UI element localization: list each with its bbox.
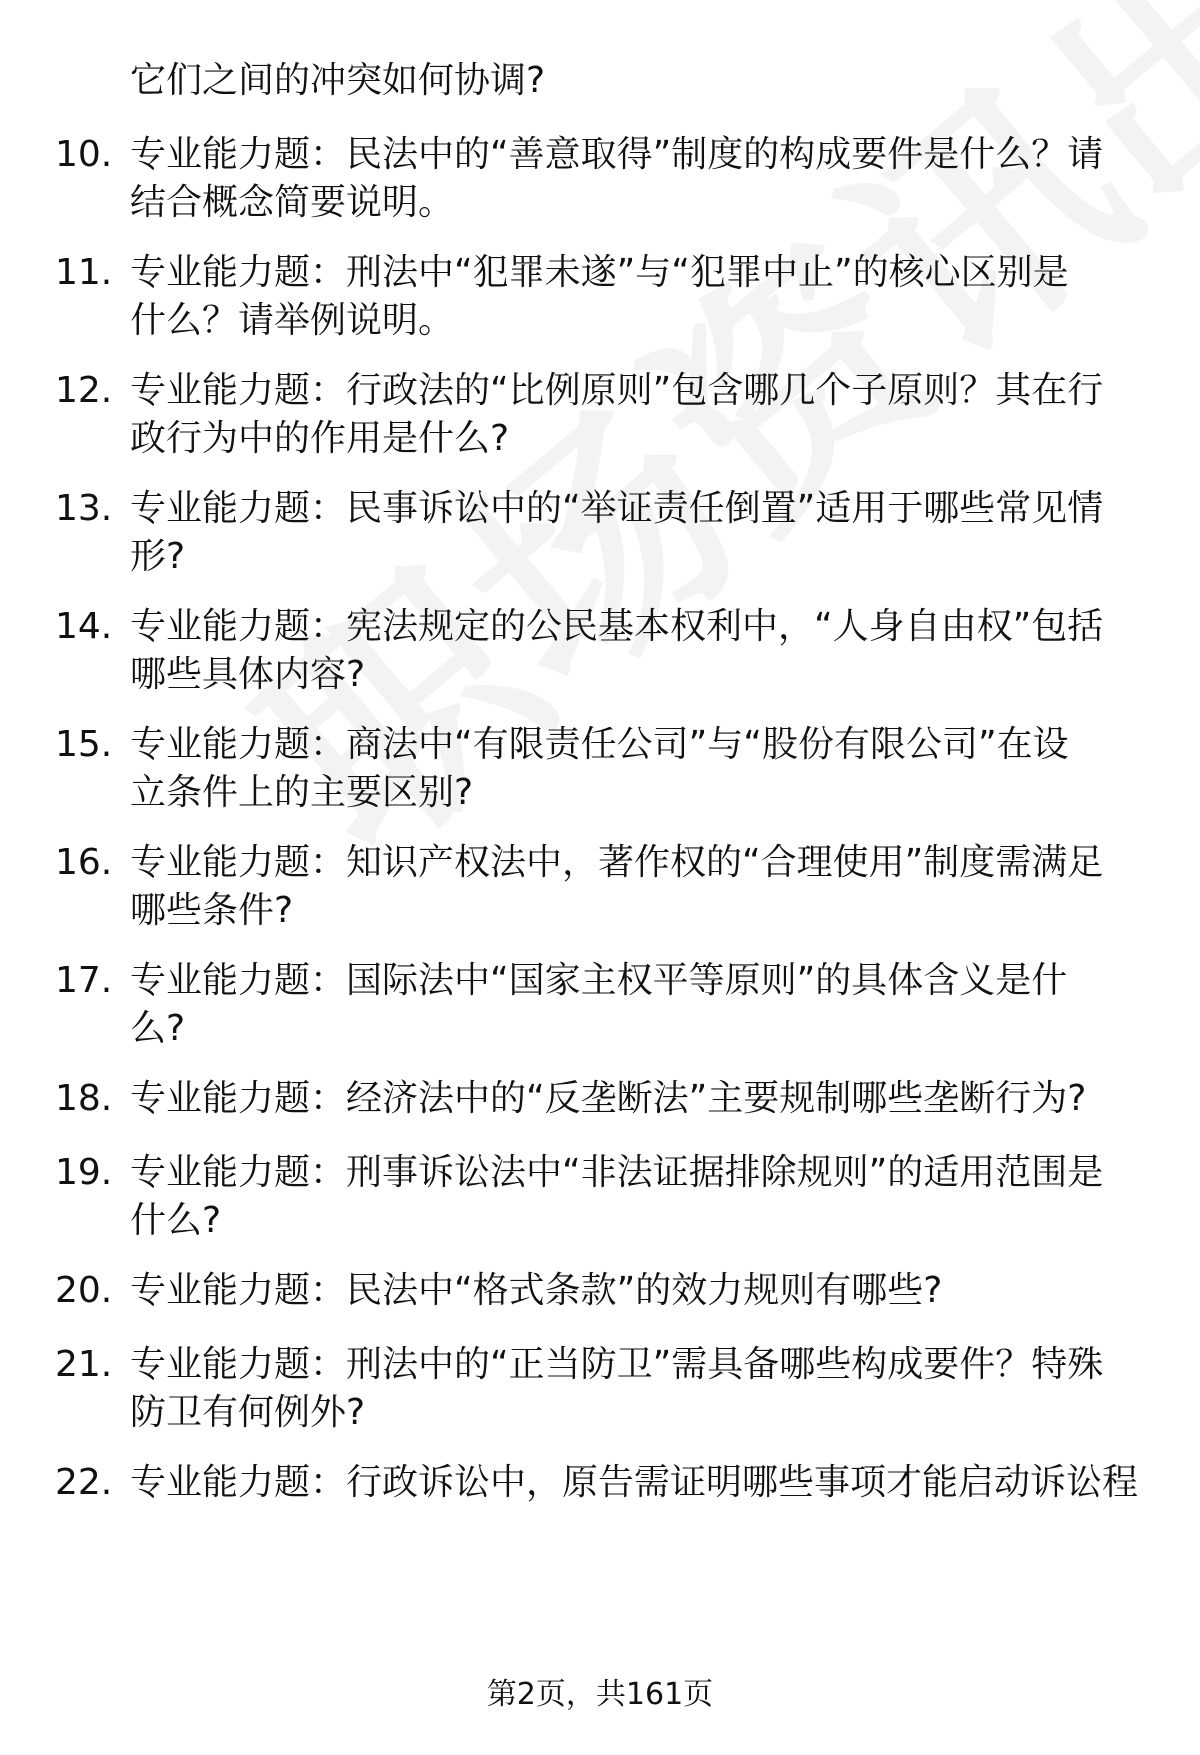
item-number: 16. — [55, 842, 113, 883]
page-footer: 第2页，共161页 — [486, 1677, 714, 1712]
item-text-line-1: 专业能力题：刑法中“犯罪未遂”与“犯罪中止”的核心区别是 — [130, 252, 1069, 293]
item-text-line-2: 哪些具体内容? — [130, 654, 366, 695]
item-text-line-2: 什么？请举例说明。 — [130, 300, 455, 341]
item-number: 10. — [55, 134, 113, 175]
item-number: 13. — [55, 488, 113, 529]
item-text-line-2: 防卫有何例外? — [130, 1392, 366, 1433]
item-number: 18. — [55, 1078, 113, 1119]
item-text-line-2: 么? — [130, 1008, 186, 1049]
item-text-line-1: 专业能力题：知识产权法中，著作权的“合理使用”制度需满足 — [130, 842, 1104, 883]
item-text-line-1: 专业能力题：行政诉讼中，原告需证明哪些事项才能启动诉讼程 — [130, 1462, 1139, 1503]
item-text-line-2: 结合概念简要说明。 — [130, 182, 455, 223]
item-number: 22. — [55, 1462, 113, 1503]
item-text-line-2: 什么? — [130, 1200, 222, 1241]
item-text-line-2: 政行为中的作用是什么? — [130, 418, 510, 459]
item-text-line-2: 哪些条件? — [130, 890, 294, 931]
item-number: 14. — [55, 606, 113, 647]
item-text-line-1: 专业能力题：国际法中“国家主权平等原则”的具体含义是什 — [130, 960, 1068, 1001]
item-number: 15. — [55, 724, 113, 765]
item-number: 17. — [55, 960, 113, 1001]
item-text-line-1: 专业能力题：民法中的“善意取得”制度的构成要件是什么？请 — [130, 134, 1104, 175]
item-text-line-2: 立条件上的主要区别? — [130, 772, 474, 813]
item-number: 19. — [55, 1152, 113, 1193]
item-text-line-1: 专业能力题：刑法中的“正当防卫”需具备哪些构成要件？特殊 — [130, 1344, 1104, 1385]
item-text-line-1: 专业能力题：行政法的“比例原则”包含哪几个子原则？其在行 — [130, 370, 1104, 411]
item-text-line-1: 专业能力题：民事诉讼中的“举证责任倒置”适用于哪些常见情 — [130, 488, 1104, 529]
item-text-line-1: 专业能力题：商法中“有限责任公司”与“股份有限公司”在设 — [130, 724, 1069, 765]
item-number: 11. — [55, 252, 113, 293]
item-number: 21. — [55, 1344, 113, 1385]
item-number: 12. — [55, 370, 113, 411]
item-number: 20. — [55, 1270, 113, 1311]
item-text-line-2: 形? — [130, 536, 186, 577]
item-text-line-1: 专业能力题：刑事诉讼法中“非法证据排除规则”的适用范围是 — [130, 1152, 1104, 1193]
continuation-text: 它们之间的冲突如何协调? — [130, 60, 546, 101]
item-text-line-1: 专业能力题：经济法中的“反垄断法”主要规制哪些垄断行为? — [130, 1078, 1087, 1119]
item-text-line-1: 专业能力题：宪法规定的公民基本权利中，“人身自由权”包括 — [130, 606, 1104, 647]
item-text-line-1: 专业能力题：民法中“格式条款”的效力规则有哪些? — [130, 1270, 943, 1311]
